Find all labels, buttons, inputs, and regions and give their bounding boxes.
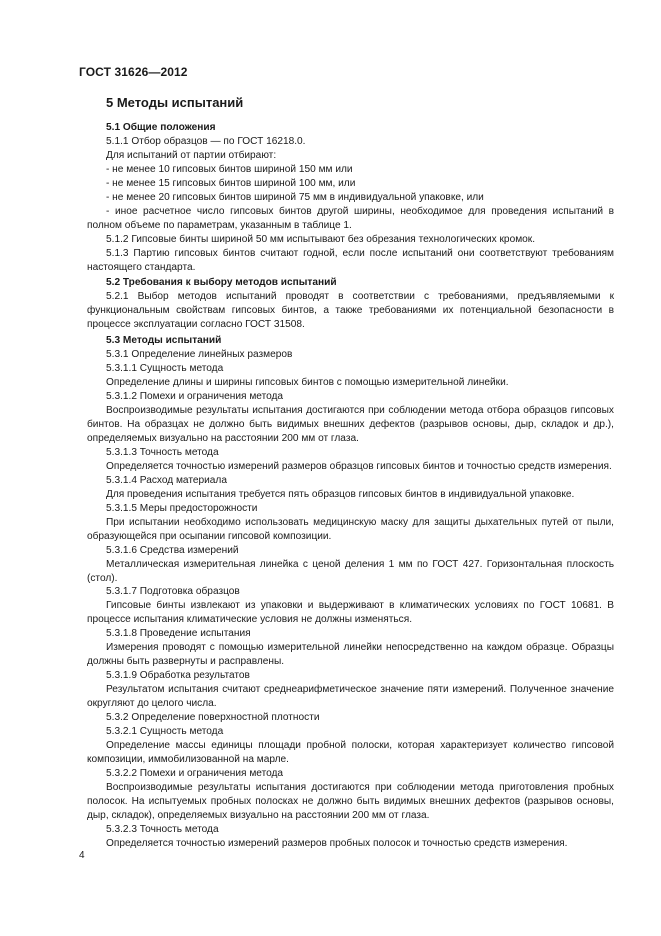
paragraph: - не менее 15 гипсовых бинтов шириной 100 мм, или [106,177,356,189]
paragraph: - иное расчетное число гипсовых бинтов другой ширины, необходимое для проведения испытаний в полном объеме по параметрам, указанным в таблице 1. [87,205,614,231]
paragraph: Измерения проводят с помощью измерительной линейки непосредственно на каждом образце. Образцы должны быть развернуты и расправлены. [87,642,614,668]
page-number: 4 [79,850,85,861]
paragraph: 5.3.1 Определение линейных размеров [106,349,293,361]
paragraph: 5.3.1.8 Проведение испытания [106,628,251,640]
paragraph: 5.3 Методы испытаний [106,335,222,347]
paragraph: 5.3.1.2 Помехи и ограничения метода [106,391,284,403]
paragraph: 5.1.2 Гипсовые бинты шириной 50 мм испытывают без обрезания технологических кромок. [106,233,536,245]
paragraph: 5.3.1.4 Расход материала [106,474,227,486]
paragraph: Воспроизводимые результаты испытания достигаются при соблюдении метода отбора образцов гипсовых бинтов. На образцах не должно быть видимых внешних дефектов (разрывов основы, дыр, складок и др.), определяемых визуально на расстоянии 200 мм от глаза. [87,405,614,444]
paragraph: - не менее 10 гипсовых бинтов шириной 150 мм или [106,163,353,175]
paragraph: 5.3.2.2 Помехи и ограничения метода [106,767,284,779]
paragraph: Для проведения испытания требуется пять образцов гипсовых бинтов в индивидуальной упаковке. [106,488,575,500]
paragraph: Металлическая измерительная линейка с ценой деления 1 мм по ГОСТ 427. Горизонтальная плоскость (стол). [87,558,614,584]
paragraph: 5.2.1 Выбор методов испытаний проводят в соответствии с требованиями, предъявляемыми к функциональным свойствам гипсовых бинтов, а также требованиями их потенциальной безопасности в процессе эксплуатации согласно ГОСТ 31508. [87,291,614,331]
paragraph: 5.3.1.7 Подготовка образцов [106,586,240,598]
paragraph: 5.3.2.3 Точность метода [106,823,219,835]
paragraph: Результатом испытания считают среднеарифметическое значение пяти измерений. Полученное значение округляют до целого числа. [87,684,614,710]
paragraph: 5.3.1.9 Обработка результатов [106,670,250,682]
paragraph: Определяется точностью измерений размеров образцов гипсовых бинтов и точностью средств измерения. [106,460,612,472]
paragraph: Для испытаний от партии отбирают: [106,149,277,161]
paragraph: 5.3.1.3 Точность метода [106,446,219,458]
paragraph: Определение массы единицы площади пробной полоски, которая характеризует количество гипсовой композиции, иммобилизованной на марле. [87,739,614,765]
section-title: 5 Методы испытаний [106,95,244,110]
paragraph: 5.2 Требования к выбору методов испытаний [106,277,337,289]
document-header: ГОСТ 31626—2012 [79,65,188,79]
page-body [87,119,614,851]
paragraph: 5.1.1 Отбор образцов — по ГОСТ 16218.0. [106,135,306,147]
paragraph: 5.3.2 Определение поверхностной плотности [106,712,320,724]
paragraph: 5.3.1.1 Сущность метода [106,363,224,375]
paragraph: 5.3.2.1 Сущность метода [106,725,224,737]
paragraph: При испытании необходимо использовать медицинскую маску для защиты дыхательных путей от пыли, образующейся при осыпании гипсовой композиции. [87,516,614,542]
paragraph: Определяется точностью измерений размеров пробных полосок и точностью средств измерения. [106,837,568,849]
paragraph: Воспроизводимые результаты испытания достигаются при соблюдении метода приготовления пробных полосок. На испытуемых пробных полосках не должно быть видимых внешних дефектов (разрывов основы, дыр, складок), определяемых визуально на расстоянии 200 мм от глаза. [87,781,614,821]
paragraph: Гипсовые бинты извлекают из упаковки и выдерживают в климатических условиях по ГОСТ 10681. В процессе испытания климатические условия не должны изменяться. [87,600,614,626]
paragraph: 5.1.3 Партию гипсовых бинтов считают годной, если после испытаний они соответствуют требованиям настоящего стандарта. [87,247,614,273]
paragraph: Определение длины и ширины гипсовых бинтов с помощью измерительной линейки. [106,377,509,389]
paragraph: - не менее 20 гипсовых бинтов шириной 75 мм в индивидуальной упаковке, или [106,191,484,203]
paragraph: 5.1 Общие положения [106,122,216,133]
paragraph: 5.3.1.6 Средства измерений [106,544,239,556]
paragraph: 5.3.1.5 Меры предосторожности [106,502,258,514]
